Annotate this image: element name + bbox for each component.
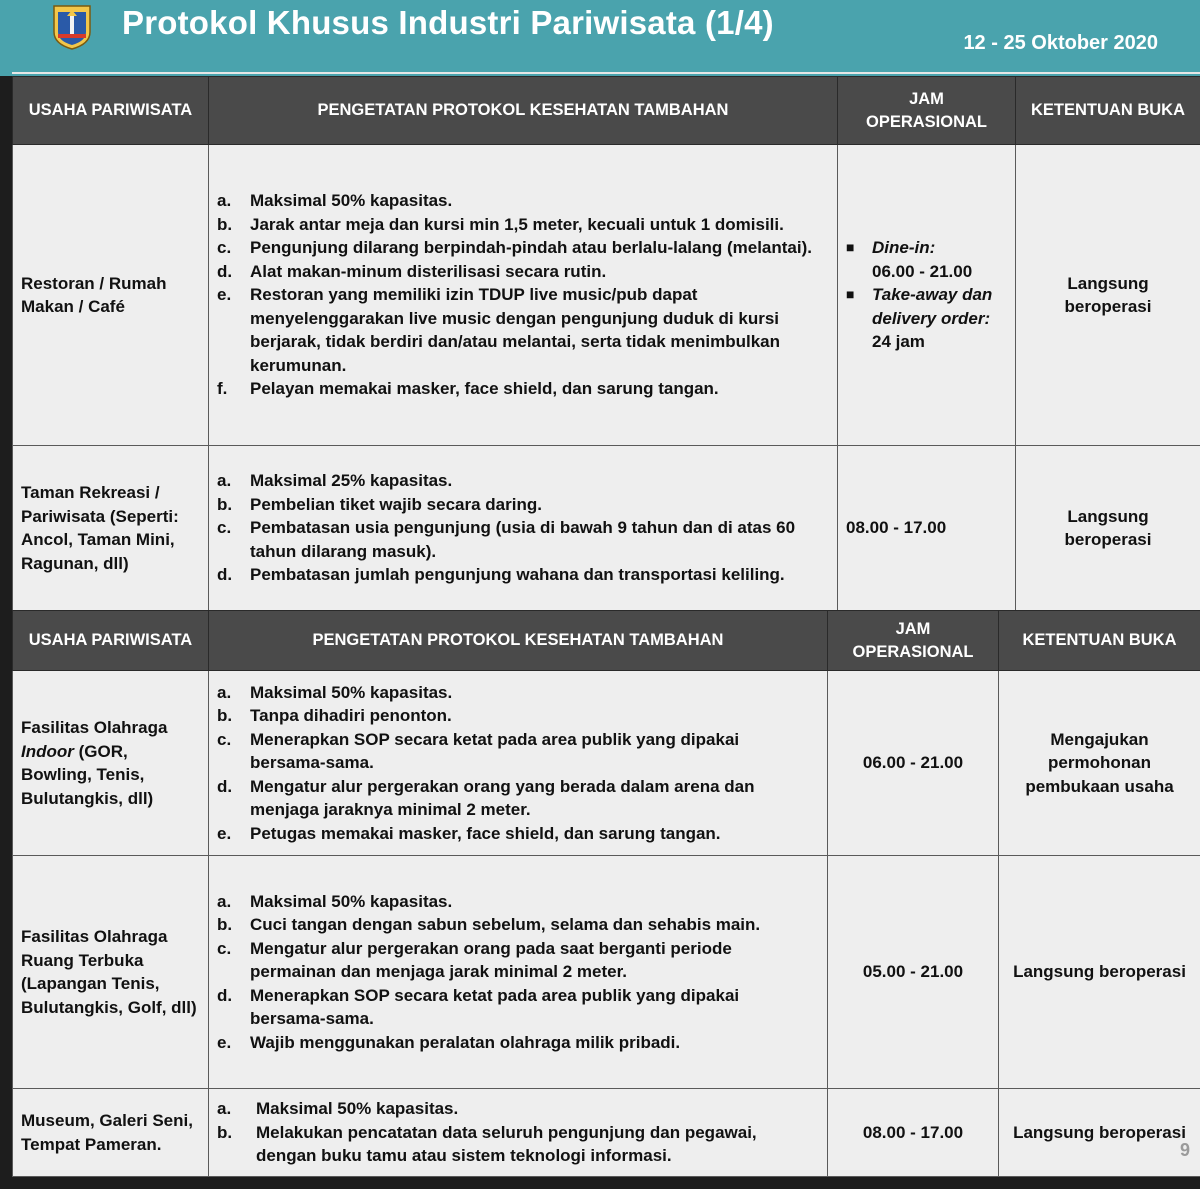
ketentuan-cell: Langsung beroperasi	[999, 856, 1200, 1089]
bullet-icon: ■	[846, 286, 855, 303]
jam-cell: 05.00 - 21.00	[828, 856, 999, 1089]
list-item: d. Alat makan-minum disterilisasi secara rutin.	[217, 261, 607, 281]
list-item: c. Pengunjung dilarang berpindah-pindah atau berlalu-lalang (melantai).	[217, 238, 812, 258]
ketentuan-cell: Langsung beroperasi	[1016, 145, 1200, 446]
list-item: c. Pembatasan usia pengunjung (usia di bawah 9 tahun dan di atas 60 tahun dilarang masuk).	[217, 518, 796, 561]
list-item: d. Menerapkan SOP secara ketat pada area publik yang dipakai bersama-sama.	[217, 985, 740, 1029]
slide-header	[0, 0, 1200, 76]
list-item: b. Cuci tangan dengan sabun sebelum, selama dan sehabis main.	[217, 915, 761, 935]
protocol-table-bottom	[12, 610, 1200, 1177]
list-item: f. Pelayan memakai masker, face shield, dan sarung tangan.	[217, 379, 719, 399]
ketentuan-cell: Langsung beroperasi	[999, 1089, 1200, 1177]
list-item: b. Jarak antar meja dan kursi min 1,5 meter, kecuali untuk 1 domisili.	[217, 214, 784, 234]
list-item: a. Maksimal 50% kapasitas.	[217, 891, 453, 911]
jakarta-emblem-icon	[50, 2, 94, 50]
usaha-cell: Fasilitas Olahraga Indoor (GOR, Bowling, Tenis, Bulutangkis, dll)	[13, 671, 209, 856]
protocol-table-top	[12, 76, 1200, 611]
jam-cell: 08.00 - 17.00	[828, 1089, 999, 1177]
usaha-cell: Taman Rekreasi / Pariwisata (Seperti: Ancol, Taman Mini, Ragunan, dll)	[13, 446, 209, 611]
header-ketentuan: KETENTUAN BUKA	[999, 611, 1200, 671]
table-header-row	[13, 77, 1200, 145]
header-jam: JAM OPERASIONAL	[838, 77, 1016, 145]
jam-cell: 08.00 - 17.00	[838, 446, 1016, 611]
page-number: 9	[1179, 1140, 1190, 1160]
list-item: c. Mengatur alur pergerakan orang pada saat berganti periode permainan dan menjaga jarak minimal 2 meter.	[217, 938, 732, 982]
list-item: d. Mengatur alur pergerakan orang yang berada dalam arena dan menjaga jaraknya minimal 2 meter.	[217, 776, 755, 820]
usaha-cell: Museum, Galeri Seni, Tempat Pameran.	[13, 1089, 209, 1177]
protokol-cell	[209, 446, 838, 611]
header-protokol: PENGETATAN PROTOKOL KESEHATAN TAMBAHAN	[209, 77, 838, 145]
jam-cell: 06.00 - 21.00	[828, 671, 999, 856]
protokol-cell	[209, 145, 838, 446]
table-row	[13, 856, 1200, 1089]
table-row	[13, 671, 1200, 856]
header-protokol: PENGETATAN PROTOKOL KESEHATAN TAMBAHAN	[209, 611, 828, 671]
usaha-cell: Fasilitas Olahraga Ruang Terbuka (Lapangan Tenis, Bulutangkis, Golf, dll)	[13, 856, 209, 1089]
protokol-cell	[209, 1089, 828, 1177]
page-title: Protokol Khusus Industri Pariwisata (1/4)	[122, 4, 774, 41]
header-ketentuan: KETENTUAN BUKA	[1016, 77, 1200, 145]
jam-bullet: ■ Take-away dan delivery order: 24 jam	[846, 283, 1007, 354]
list-item: a. Maksimal 25% kapasitas.	[217, 471, 453, 491]
header-usaha: USAHA PARIWISATA	[13, 611, 209, 671]
jam-bullet: ■ Dine-in: 06.00 - 21.00	[846, 236, 1007, 283]
list-item: e. Petugas memakai masker, face shield, dan sarung tangan.	[217, 823, 721, 843]
date-range: 12 - 25 Oktober 2020	[963, 32, 1158, 54]
list-item: a. Maksimal 50% kapasitas.	[217, 191, 453, 211]
protokol-cell	[209, 856, 828, 1089]
bullet-icon: ■	[846, 239, 855, 256]
header-jam: JAM OPERASIONAL	[828, 611, 999, 671]
header-divider	[12, 72, 1200, 74]
ketentuan-cell: Mengajukan permohonan pembukaan usaha	[999, 671, 1200, 856]
list-item: b. Melakukan pencatatan data seluruh pengunjung dan pegawai, dengan buku tamu atau sistem teknologi informasi.	[217, 1122, 757, 1166]
usaha-cell: Restoran / Rumah Makan / Café	[13, 145, 209, 446]
ketentuan-cell: Langsung beroperasi	[1016, 446, 1200, 611]
table-header-row	[13, 611, 1200, 671]
list-item: a. Maksimal 50% kapasitas.	[217, 682, 453, 702]
list-item: a. Maksimal 50% kapasitas.	[217, 1099, 459, 1119]
list-item: c. Menerapkan SOP secara ketat pada area publik yang dipakai bersama-sama.	[217, 729, 740, 773]
jam-cell	[838, 145, 1016, 446]
list-item: d. Pembatasan jumlah pengunjung wahana dan transportasi keliling.	[217, 565, 785, 585]
table-row	[13, 1089, 1200, 1177]
protokol-cell	[209, 671, 828, 856]
table-row	[13, 145, 1200, 446]
list-item: b. Tanpa dihadiri penonton.	[217, 706, 452, 726]
table-row	[13, 446, 1200, 611]
header-usaha: USAHA PARIWISATA	[13, 77, 209, 145]
list-item: e. Wajib menggunakan peralatan olahraga milik pribadi.	[217, 1032, 681, 1052]
list-item: b. Pembelian tiket wajib secara daring.	[217, 494, 542, 514]
list-item: e. Restoran yang memiliki izin TDUP live music/pub dapat menyelenggarakan live music dengan pengunjung duduk di kursi berjarak, tidak berdiri dan/atau melantai, serta tidak menimbulkan kerumunan.	[217, 285, 781, 375]
